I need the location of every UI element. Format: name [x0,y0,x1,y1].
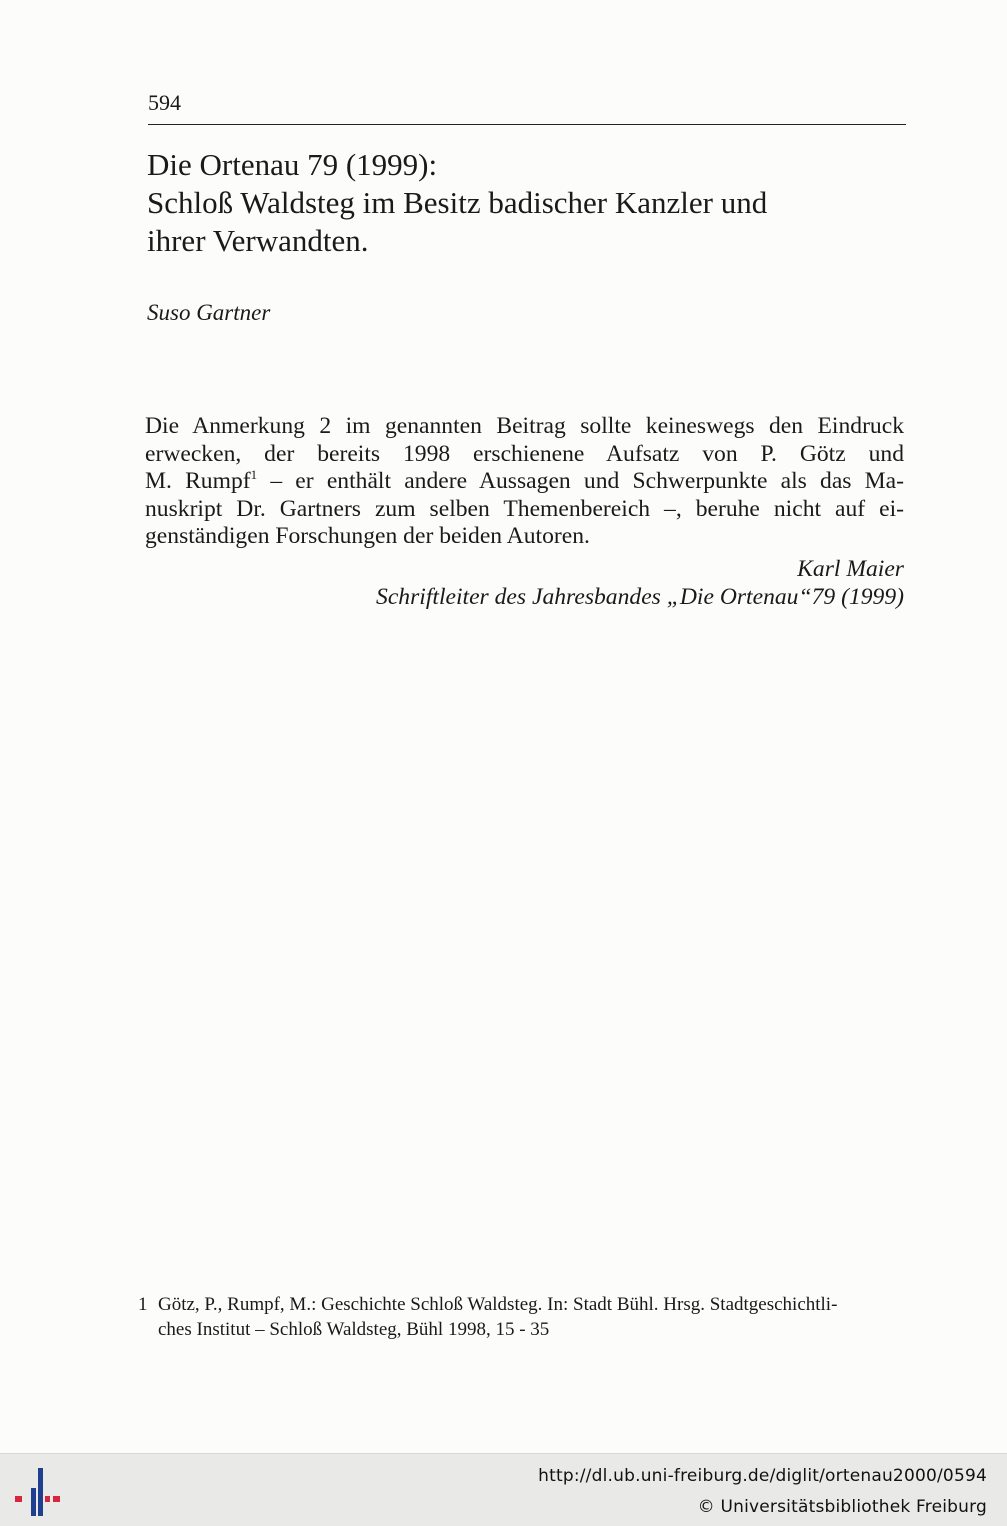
header-rule [148,124,906,125]
title-line: ihrer Verwandten. [147,223,369,258]
body-line: genständigen Forschungen der beiden Autoren. [145,523,590,549]
page-number: 594 [148,90,181,115]
footnote-reference: 1 [250,467,258,482]
ub-freiburg-logo-icon[interactable] [12,1466,64,1518]
body-line-text: – er enthält andere Aussagen und Schwerpunkte als das Ma- [270,468,904,494]
article-title [147,146,907,260]
body-line [145,468,904,496]
source-url-link[interactable]: http://dl.ub.uni-freiburg.de/diglit/ortenau2000/0594 [538,1466,987,1486]
signature-role: Schriftleiter des Jahresbandes „Die Ortenau“79 (1999) [376,584,904,610]
signature-name: Karl Maier [797,556,904,582]
author-name: Suso Gartner [147,300,271,325]
footnote-text [158,1292,908,1342]
body-line: nuskript Dr. Gartners zum selben Themenbereich –, beruhe nicht auf ei- [145,495,904,522]
footnote [138,1292,908,1342]
body-line: Die Anmerkung 2 im genannten Beitrag sollte keineswegs den Eindruck [145,413,904,439]
title-line: Schloß Waldsteg im Besitz badischer Kanzler und [147,185,768,220]
title-line: Die Ortenau 79 (1999): [147,147,438,182]
body-paragraph [145,413,904,551]
signature-block [376,555,904,611]
body-line-text: M. Rumpf [145,468,251,494]
footer-bar [0,1453,1007,1526]
footnote-line: Götz, P., Rumpf, M.: Geschichte Schloß Waldsteg. In: Stadt Bühl. Hrsg. Stadtgeschichtli- [158,1294,838,1315]
footnote-line: ches Institut – Schloß Waldsteg, Bühl 1998, 15 - 35 [158,1319,550,1340]
footnote-number: 1 [138,1294,148,1315]
body-line: erwecken, der bereits 1998 erschienene Aufsatz von P. Götz und [145,440,904,467]
copyright-notice: © Universitätsbibliothek Freiburg [697,1497,987,1517]
